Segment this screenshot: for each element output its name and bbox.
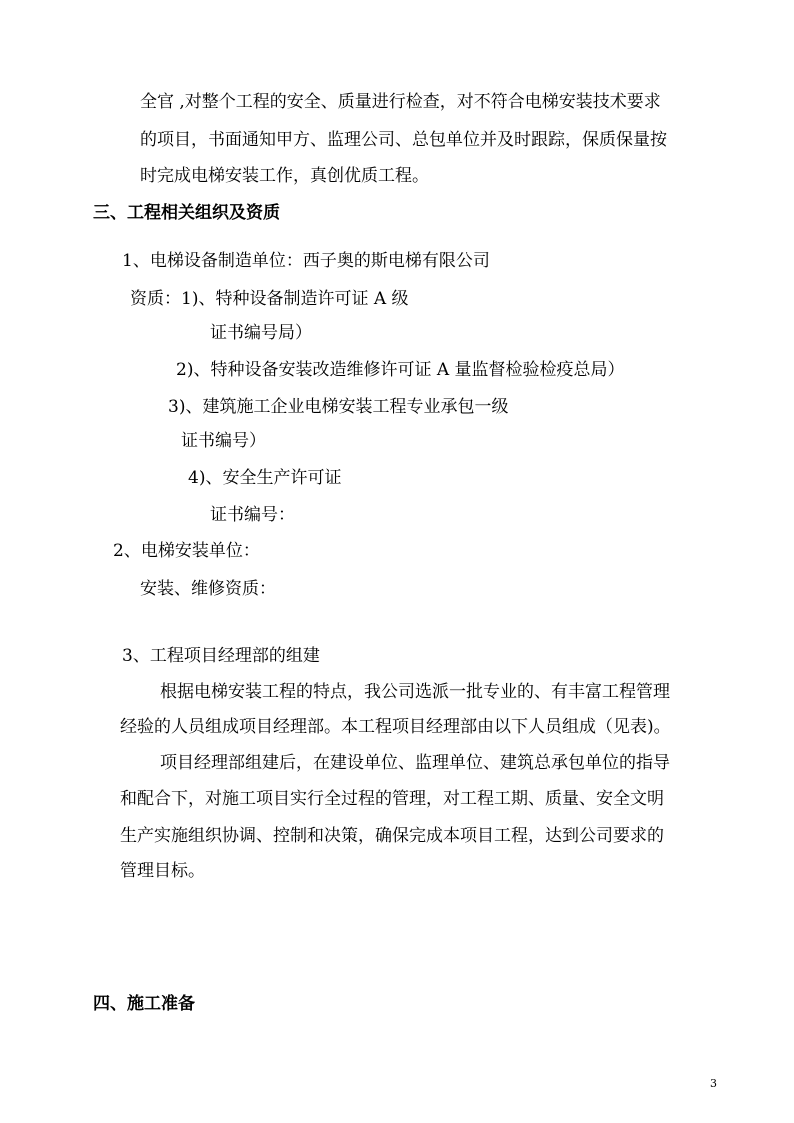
section-4-title: 四、施工准备 — [93, 994, 195, 1014]
item-1-cert-1: 证书编号局） — [210, 323, 312, 343]
item-2-qualification: 安装、维修资质： — [140, 579, 276, 599]
intro-line-1: 全官 ,对整个工程的安全、质量进行检查，对不符合电梯安装技术要求 — [140, 92, 661, 112]
item-1-qualification-3: 3)、建筑施工企业电梯安装工程专业承包一级 — [168, 397, 509, 417]
intro-line-2: 的项目，书面通知甲方、监理公司、总包单位并及时跟踪，保质保量按 — [140, 130, 667, 150]
item-3-title: 3、工程项目经理部的组建 — [122, 646, 320, 666]
item-1-qualification-2: 2)、特种设备安装改造维修许可证 A 量监督检验检疫总局） — [176, 360, 625, 380]
item-3-para-2-line-2: 和配合下，对施工项目实行全过程的管理，对工程工期、质量、安全文明 — [120, 789, 664, 809]
item-1-title: 1、电梯设备制造单位：西子奥的斯电梯有限公司 — [122, 251, 490, 271]
item-1-qualification-1: 资质：1)、特种设备制造许可证 A 级 — [130, 289, 409, 309]
item-3-para-1-line-2: 经验的人员组成项目经理部。本工程项目经理部由以下人员组成（见表)。 — [120, 717, 671, 737]
item-2-title: 2、电梯安装单位： — [113, 541, 260, 561]
item-3-para-2-line-1: 项目经理部组建后，在建设单位、监理单位、建筑总承包单位的指导 — [160, 753, 670, 773]
item-1-cert-4: 证书编号： — [210, 505, 295, 525]
item-3-para-2-line-3: 生产实施组织协调、控制和决策，确保完成本项目工程，达到公司要求的 — [120, 826, 664, 846]
item-3-para-2-line-4: 管理目标。 — [120, 861, 205, 881]
page-number: 3 — [710, 1077, 717, 1090]
section-3-title: 三、工程相关组织及资质 — [93, 203, 280, 223]
intro-line-3: 时完成电梯安装工作，真创优质工程。 — [140, 166, 429, 186]
item-1-cert-3: 证书编号） — [181, 431, 266, 451]
item-1-qualification-4: 4)、安全生产许可证 — [188, 468, 342, 488]
item-3-para-1-line-1: 根据电梯安装工程的特点，我公司选派一批专业的、有丰富工程管理 — [160, 682, 670, 702]
